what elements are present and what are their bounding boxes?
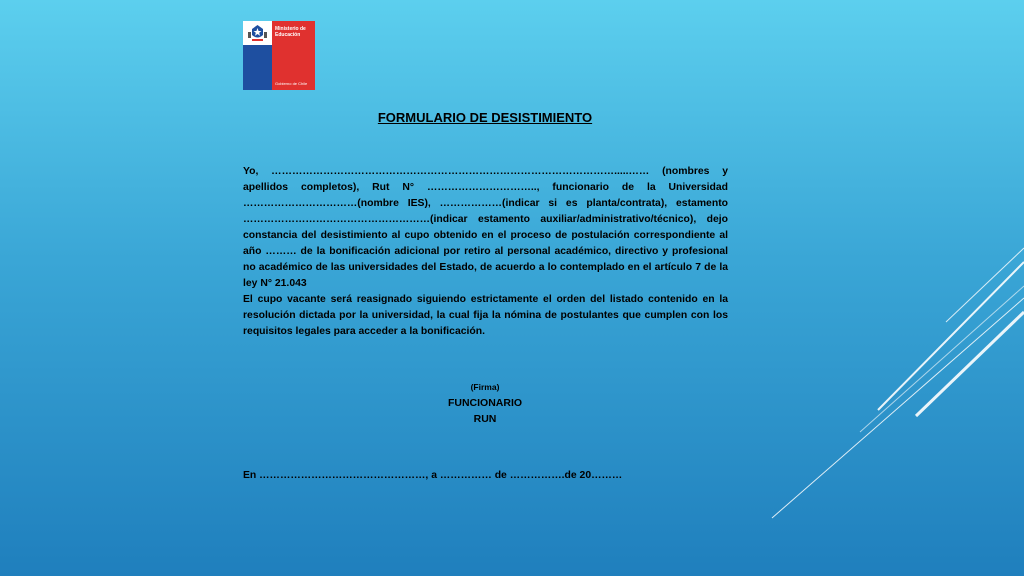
logo-red-panel (272, 21, 315, 90)
logo-white-block (243, 21, 272, 45)
deco-line (946, 248, 1024, 322)
signature-label: (Firma) (470, 382, 500, 392)
form-title: FORMULARIO DE DESISTIMIENTO (377, 110, 593, 125)
coat-of-arms-icon (246, 23, 269, 43)
declaration-paragraph: Yo, ……………………………………………………………………………………….....…… (nombres y apellidos completos), Rut N° ………………………….., funcionario de la Universidad ……………………………(nombre IES), ………………(indicar si es planta/contrata), estamento ………………………………………………(indicar estamento auxiliar/administrativo/técnico), dejo constancia del desistimiento al cupo obtenido en el proceso de postulación correspondiente al año ……… de la bonificación adicional por retiro al personal académico, directivo y profesional no académico de las universidades del Estado, de acuerdo a lo contemplado en el artículo 7 de la ley N° 21.043 (243, 166, 728, 289)
deco-line (916, 312, 1024, 416)
logo-blue-panel (243, 21, 272, 90)
ministerio-educacion-logo (243, 21, 315, 90)
funcionario-label: FUNCIONARIO (447, 397, 523, 409)
date-place-line: En …………………………………………, a …………… de …………….de 20……… (243, 470, 623, 481)
deco-line (860, 286, 1024, 432)
reassignment-paragraph: El cupo vacante será reasignado siguiendo estrictamente el orden del listado contenido en la resolución dictada por la universidad, la cual fija la nómina de postulantes que cumplen con los requisitos legales para acceder a la bonificación. (243, 294, 728, 337)
deco-line (878, 262, 1024, 410)
deco-line (772, 298, 1024, 518)
run-label: RUN (473, 413, 497, 425)
logo-ministry-text: Ministerio de Educación (275, 26, 306, 38)
logo-government-text: Gobierno de Chile (275, 81, 308, 86)
